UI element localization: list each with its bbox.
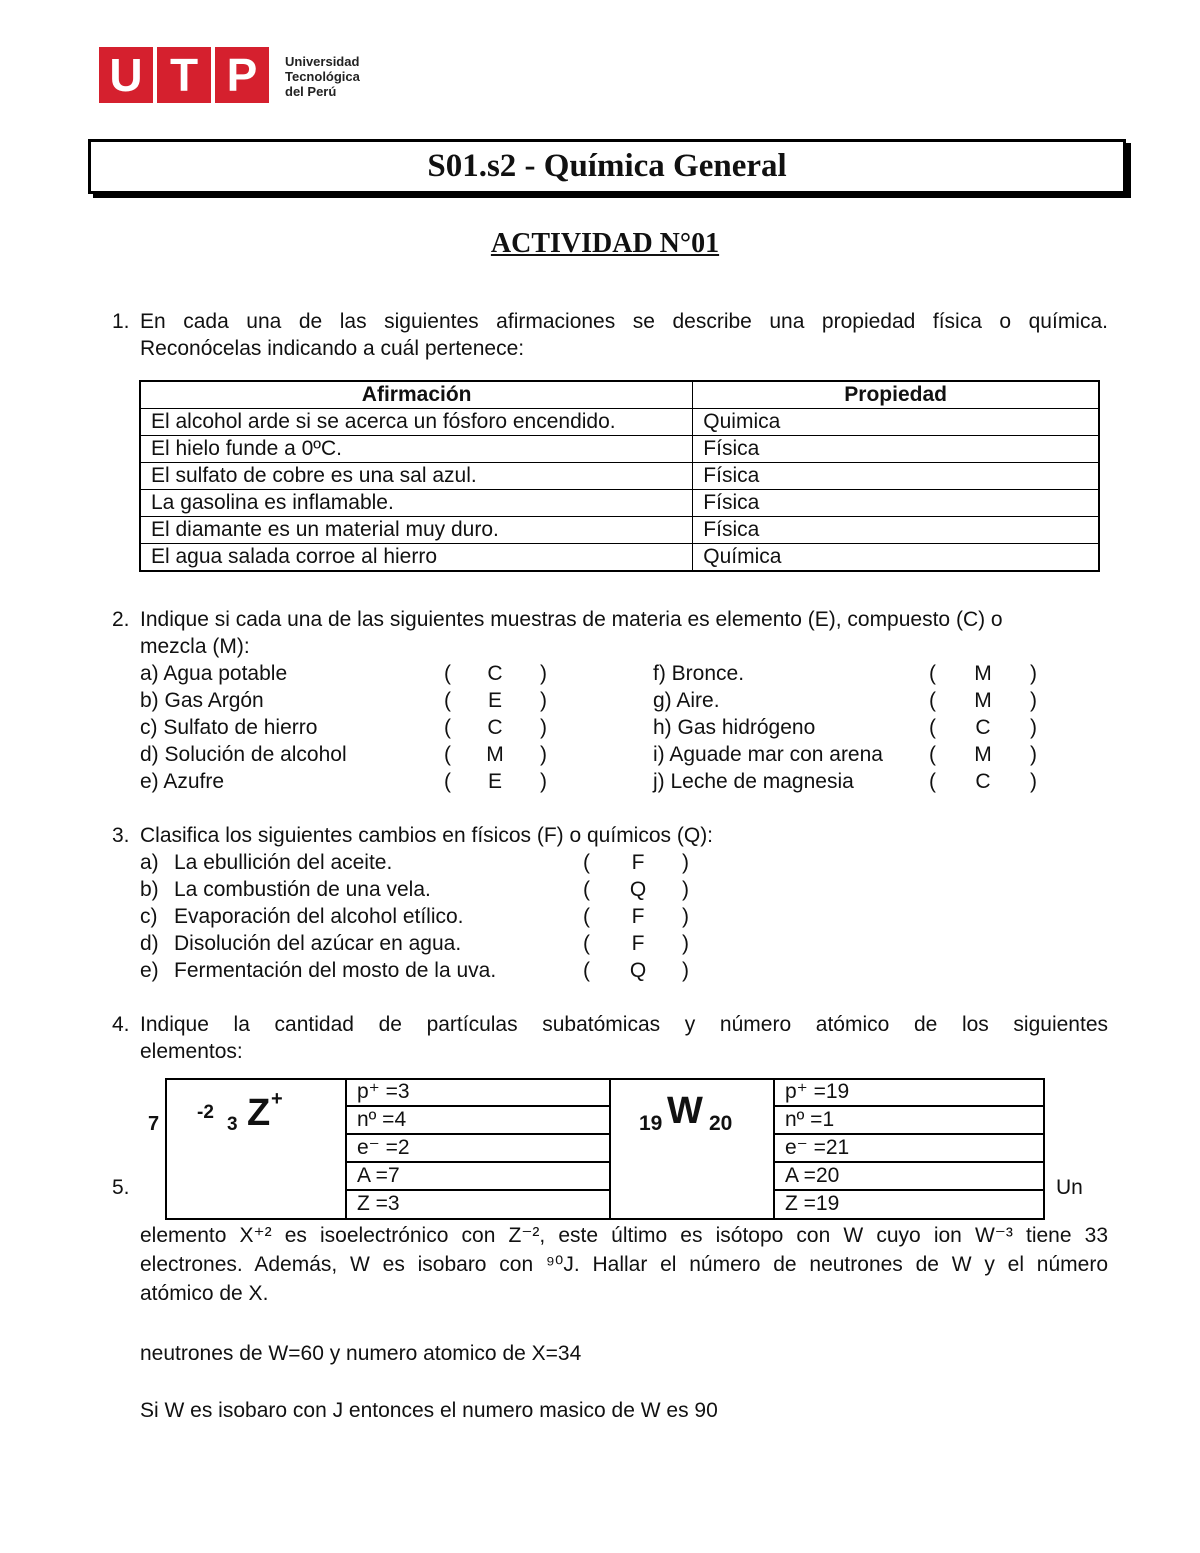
z-symbol: Z [247, 1092, 271, 1134]
sample-label: g) Aire. [653, 689, 720, 712]
paren-close: ) [682, 932, 689, 955]
paren-close: ) [540, 743, 547, 766]
particle-value: e⁻ =21 [775, 1135, 1043, 1163]
paren-open: ( [444, 689, 451, 712]
q5-line-1: elemento X⁺² es isoelectrónico con Z⁻², este último es isótopo con W cuyo ion W⁻³ tiene 33 [140, 1224, 1108, 1247]
q5-number: 5. [112, 1176, 130, 1199]
q5-line-2: electrones. Además, W es isobaro con ⁹⁰J. Hallar el número de neutrones de W y el número [140, 1253, 1108, 1276]
paren-close: ) [540, 770, 547, 793]
particle-value: A =7 [347, 1163, 609, 1191]
statement-cell: El hielo funde a 0ºC. [140, 436, 693, 463]
sample-label: b) Gas Argón [140, 689, 264, 712]
table-row [140, 544, 1099, 572]
w-neutron-sub: 20 [709, 1112, 733, 1135]
paren-open: ( [929, 716, 936, 739]
paren-open: ( [583, 932, 590, 955]
q1-line-2: Reconócelas indicando a cuál pertenece: [140, 337, 525, 360]
change-text: La ebullición del aceite. [174, 851, 393, 874]
z-sup: + [271, 1088, 283, 1110]
sample-answer: C [487, 662, 503, 685]
change-answer: Q [629, 959, 647, 982]
logo-wordmark [285, 54, 360, 99]
paren-open: ( [583, 851, 590, 874]
sample-answer: C [975, 770, 991, 793]
q5-answer-1: neutrones de W=60 y numero atomico de X=34 [140, 1342, 582, 1365]
sample-label: j) Leche de magnesia [653, 770, 854, 793]
z-values-cell [345, 1078, 611, 1220]
sample-answer: C [975, 716, 991, 739]
change-answer: Q [629, 878, 647, 901]
change-answer: F [631, 851, 645, 874]
change-text: Disolución del azúcar en agua. [174, 932, 462, 955]
sample-answer: M [486, 743, 504, 766]
paren-close: ) [540, 716, 547, 739]
table-header-row [140, 381, 1099, 409]
particle-value: nº =4 [347, 1107, 609, 1135]
change-text: La combustión de una vela. [174, 878, 431, 901]
property-cell: Física [693, 436, 1099, 463]
particle-value: p⁺ =3 [347, 1079, 609, 1107]
q2-line-2: mezcla (M): [140, 635, 250, 658]
page-title: S01.s2 - Química General [427, 148, 787, 184]
sample-label: h) Gas hidrógeno [653, 716, 816, 739]
change-letter: a) [140, 851, 159, 874]
paren-close: ) [540, 689, 547, 712]
z-symbol-cell [165, 1078, 347, 1220]
paren-open: ( [444, 770, 451, 793]
table-row [140, 463, 1099, 490]
q5-first-word: Un [1056, 1176, 1083, 1199]
q4-line-2: elementos: [140, 1040, 243, 1063]
paren-close: ) [682, 959, 689, 982]
sample-answer: C [487, 716, 503, 739]
properties-table [139, 380, 1100, 572]
paren-close: ) [540, 662, 547, 685]
w-values-cell [773, 1078, 1045, 1220]
paren-open: ( [444, 662, 451, 685]
q4-line-1: Indique la cantidad de partículas subatómicas y número atómico de los siguientes [140, 1013, 1108, 1036]
statement-cell: La gasolina es inflamable. [140, 490, 693, 517]
header-propiedad: Propiedad [693, 381, 1099, 409]
sample-answer: M [974, 689, 992, 712]
statement-cell: El agua salada corroe al hierro [140, 544, 693, 572]
particle-value: A =20 [775, 1163, 1043, 1191]
logo-line-1: Universidad [285, 54, 360, 69]
paren-close: ) [1030, 743, 1037, 766]
logo-line-2: Tecnológica [285, 69, 360, 84]
header-afirmacion: Afirmación [140, 381, 693, 409]
z-atomic-number: 3 [227, 1114, 238, 1135]
table-row [140, 409, 1099, 436]
paren-open: ( [444, 743, 451, 766]
paren-open: ( [583, 959, 590, 982]
statement-cell: El sulfato de cobre es una sal azul. [140, 463, 693, 490]
statement-cell: El diamante es un material muy duro. [140, 517, 693, 544]
q3-line-1: Clasifica los siguientes cambios en físicos (F) o químicos (Q): [140, 824, 714, 847]
q5-answer-2: Si W es isobaro con J entonces el numero masico de W es 90 [140, 1399, 718, 1422]
paren-open: ( [929, 770, 936, 793]
property-cell: Física [693, 490, 1099, 517]
property-cell: Quimica [693, 409, 1099, 436]
particle-value: Z =19 [785, 1192, 840, 1215]
w-symbol-cell [609, 1078, 775, 1220]
change-answer: F [631, 932, 645, 955]
paren-close: ) [682, 851, 689, 874]
change-letter: b) [140, 878, 159, 901]
paren-close: ) [1030, 689, 1037, 712]
change-letter: e) [140, 959, 159, 982]
sample-label: e) Azufre [140, 770, 225, 793]
paren-close: ) [682, 905, 689, 928]
particle-value: Z =3 [357, 1192, 400, 1215]
title-box [88, 139, 1126, 194]
q4-number: 4. [112, 1013, 130, 1036]
paren-close: ) [682, 878, 689, 901]
property-cell: Física [693, 463, 1099, 490]
paren-open: ( [929, 662, 936, 685]
sample-label: f) Bronce. [653, 662, 745, 685]
sample-answer: E [487, 770, 502, 793]
q2-line-1: Indique si cada una de las siguientes muestras de materia es elemento (E), compuesto (C) o [140, 608, 1003, 631]
paren-open: ( [444, 716, 451, 739]
q2-number: 2. [112, 608, 130, 631]
change-letter: c) [140, 905, 158, 928]
q3-number: 3. [112, 824, 130, 847]
paren-open: ( [929, 743, 936, 766]
sample-label: d) Solución de alcohol [140, 743, 347, 766]
logo-letter-u: U [99, 47, 153, 103]
paren-open: ( [929, 689, 936, 712]
paren-close: ) [1030, 770, 1037, 793]
sample-label: i) Aguade mar con arena [653, 743, 883, 766]
property-cell: Química [693, 544, 1099, 572]
q1-number: 1. [112, 310, 130, 333]
logo-letter-t: T [157, 47, 211, 103]
logo-letter-p: P [215, 47, 269, 103]
particle-value: e⁻ =2 [347, 1135, 609, 1163]
table-row [140, 517, 1099, 544]
logo-line-3: del Perú [285, 84, 337, 99]
sample-label: a) Agua potable [140, 662, 288, 685]
q1-line-1: En cada una de las siguientes afirmaciones se describe una propiedad física o química. [140, 310, 1108, 333]
sample-label: c) Sulfato de hierro [140, 716, 318, 739]
table-row [140, 436, 1099, 463]
sample-answer: M [974, 743, 992, 766]
particle-value: nº =1 [775, 1107, 1043, 1135]
table-row [140, 490, 1099, 517]
paren-open: ( [583, 878, 590, 901]
paren-close: ) [1030, 662, 1037, 685]
change-text: Fermentación del mosto de la uva. [174, 959, 497, 982]
statement-cell: El alcohol arde si se acerca un fósforo encendido. [140, 409, 693, 436]
z-charge: -2 [197, 1102, 214, 1123]
sample-answer: M [974, 662, 992, 685]
property-cell: Física [693, 517, 1099, 544]
paren-close: ) [1030, 716, 1037, 739]
change-text: Evaporación del alcohol etílico. [174, 905, 464, 928]
w-symbol: W [667, 1090, 703, 1132]
sample-answer: E [487, 689, 502, 712]
z-mass-number: 7 [148, 1113, 160, 1135]
change-answer: F [631, 905, 645, 928]
q5-line-3: atómico de X. [140, 1282, 269, 1305]
w-atomic-number: 19 [639, 1112, 663, 1135]
change-letter: d) [140, 932, 159, 955]
activity-heading: ACTIVIDAD N°01 [490, 228, 720, 259]
paren-open: ( [583, 905, 590, 928]
particle-value: p⁺ =19 [775, 1079, 1043, 1107]
